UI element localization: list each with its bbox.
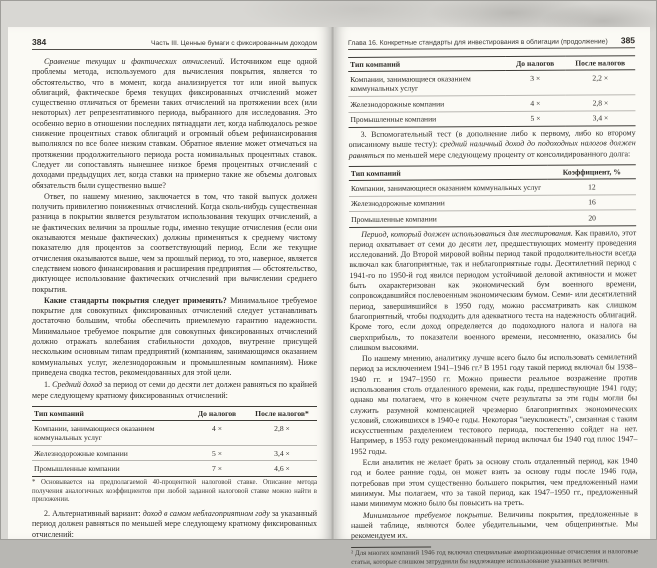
para-period-text: Как правило, этот период охватывает от семи до десяти лет, предшествующих моменту проведения исследований. До Второй мировой войны период такой продолжительности всегда включал как благоприятные, так и неблагоприятные годы. Десятилетний период с 1941-го по 1950-й год явился периодом устойчивой деловой активности и может быть охарактеризован как экономический бум военного времени, сопровождавшийся послевоенным экономическим бумом. Семи- или десятилетний период, завершившийся в 1950 году, можно рассматривать как слишком благоприятный, чтобы подходить для адекватного теста на надежность облигаций. Кроме того, если доход определяется до подоходного налога и налога на сверхприбыль, то показатели военного времени, несомненно, оказались бы слишком высокими. bbox=[349, 227, 637, 352]
table-body bbox=[349, 179, 636, 227]
para-period bbox=[349, 228, 637, 353]
col-pre-tax: До налогов bbox=[505, 56, 565, 71]
cell-coefficient: 12 bbox=[548, 179, 636, 195]
cell-company: Железнодорожные компании bbox=[348, 96, 505, 112]
cell-post-tax: 3,4 × bbox=[247, 446, 317, 461]
para-answer: Ответ, по нашему мнению, заключается в том, что такой выпуск должен получить привилегию пониженных отчислений. Когда сколь-нибудь существенная разница в покрытии является результатом использования текущих отчислений, а не фактических величин за прошлые годы, именно текущие отчисления (если они оказываются меньше фактических) должны применяться к среднему чистому показателю для процентов за соответствующий период. Если же текущие отчисления оказываются выше, чем за прошлый период, то это, наверное, является следствием нового финансирования и расширения предприятия — обстоятельство, диктующее использование фактических отчислений при вычислении среднего покрытия. bbox=[32, 191, 317, 294]
cell-post-tax: 2,8 × bbox=[247, 421, 317, 446]
para-standards bbox=[32, 296, 317, 378]
item2-text: за указанный период должен равняться по меньшей мере следующему кратному фиксированных отчислений: bbox=[32, 508, 317, 539]
page-number-left: 384 bbox=[32, 37, 47, 47]
para-standards-lead: Какие стандарты покрытия следует применять? bbox=[44, 295, 227, 305]
table-row bbox=[348, 110, 635, 127]
table-row bbox=[32, 421, 317, 446]
para-comparison-text: Источником еще одной проблемы метода, используемого для вычисления покрытия, является то обстоятельство, что в момент, когда анализируется тот или иной выпуск облигаций, фактическое бремя текущих фиксированных отчислений может существенно отличаться от бремени таких отчислений на протяжении всех (или некоторых) лет репрезентативного периода, выбранного для исследования. Это особенно верно в отношении последних пятнадцати лет, когда наблюдалось резкое снижение процентных ставок облигаций и огромный объем рефинансирования выполнялся по все более низким ставкам. Обратное явление может отмечаться на протяжении продолжительного периода роста номинальных процентных ставок. Следует ли сопоставлять нынешнее низкое бремя процентных отчислений с доходами предыдущих лет, когда ставки на примерно такие же объемы долговых обязательств были существенно выше? bbox=[32, 57, 318, 190]
para-min-coverage-text: Величины покрытия, предложенные в нашей таблице, являются более убедительными, чем общепринятые. Мы рекомендуем их. bbox=[350, 508, 639, 541]
table-row bbox=[349, 179, 636, 196]
page-right-content bbox=[348, 35, 638, 568]
para-recent: Если аналитик не желает брать за основу столь отдаленный период, как 1940 год и более ранние годы, он может взять за основу годы после 1946 года, потребовав при этом существенно большего покрытия, чем предложенный нами минимум. Мы полагаем, что за такой период, как 1947–1950 гг., предложенный нами минимум можно было бы повысить на треть. bbox=[350, 456, 638, 509]
item2-term: доход в самом неблагоприятном году bbox=[142, 508, 270, 518]
footnote-separator bbox=[351, 547, 431, 548]
item3-term: средний наличный доход до подоходных налогов должен равняться bbox=[348, 138, 636, 160]
table-row bbox=[32, 461, 317, 476]
list-item-2 bbox=[32, 509, 317, 540]
para-comparison-lead: Сравнение текущих и фактических отчислений. bbox=[44, 57, 225, 66]
cell-pre-tax: 7 × bbox=[187, 461, 247, 476]
cell-company: Компании, занимающиеся оказанием коммунальных услуг bbox=[349, 180, 548, 197]
cell-pre-tax: 4 × bbox=[187, 421, 247, 446]
avg-income-coverage-table bbox=[32, 406, 317, 477]
table-row bbox=[348, 95, 635, 112]
page-header-left bbox=[32, 37, 317, 50]
cell-post-tax: 3,4 × bbox=[565, 110, 635, 126]
cell-company: Промышленные компании bbox=[349, 210, 548, 227]
cell-pre-tax: 5 × bbox=[505, 111, 565, 127]
running-title-right: Глава 16. Конкретные стандарты для инвестирования в облигации (продолжение) bbox=[348, 38, 608, 47]
page-header-right bbox=[348, 35, 635, 50]
col-company-type: Тип компаний bbox=[349, 165, 548, 181]
table-body bbox=[32, 421, 317, 477]
para-opinion: По нашему мнению, аналитику лучше всего было бы использовать семилетний период за исключением 1941–1946 гг.² В 1951 году такой период включал бы 1938–1940 гг. и 1947–1950 гг. Можно привести реальное возражение против использования столь отдаленного времени, как годы, предшествующие 1941 году; однако мы полагаем, что в конечном счете результаты за эти годы могли бы служить разумной компенсацией чрезмерно благоприятных экономических условий, сложившихся в 1940-е годы. Некоторая "неуклюжесть", связанная с таким искусственным разделением тестового периода, постепенно сойдет на нет. Например, в 1953 году рекомендованный период включал бы 1940 год плюс 1947–1952 годы. bbox=[350, 352, 638, 456]
book-spread bbox=[8, 27, 650, 567]
para-min-coverage-lead: Минимальное требуемое покрытие. bbox=[362, 509, 494, 520]
table-row bbox=[349, 210, 636, 227]
para-standards-text: Минимальное требуемое покрытие для совокупных фиксированных отчислений следует устанавливать достаточно большим, чтобы обеспечить приемлемую гарантию надежности. Минимальное требуемое покрытие для совокупных фиксированных отчислений должно отражать колебания стабильности доходов, внутренне присущей нескольким основным типам предприятий (компаниям, занимающимся оказанием коммунальных услуг, железнодорожным и промышленным компаниям). Ниже приведена сводка тестов, рекомендованных для этой цели. bbox=[32, 295, 317, 377]
page-left bbox=[8, 27, 330, 539]
para-comparison bbox=[32, 57, 317, 191]
cell-company: Компании, занимающиеся оказанием коммунальных услуг bbox=[348, 71, 505, 97]
list-item-1 bbox=[32, 380, 317, 401]
item1-term: Средний доход bbox=[52, 380, 103, 390]
col-coefficient: Коэффициент, % bbox=[548, 165, 636, 180]
cell-coefficient: 16 bbox=[548, 194, 636, 210]
cell-coefficient: 20 bbox=[548, 210, 636, 226]
cell-post-tax: 2,2 × bbox=[565, 70, 635, 95]
cash-income-ratio-table bbox=[349, 164, 636, 227]
running-title-left: Часть III. Ценные бумаги с фиксированным доходом bbox=[150, 40, 317, 47]
cell-company: Промышленные компании bbox=[32, 461, 187, 476]
page-number-right: 385 bbox=[620, 35, 636, 46]
table-footnote: * Основывается на предполагаемой 40-процентной налоговой ставке. Описание метода получения аналогичных коэффициентов при любой заданной налоговой ставке можно найти в приложении. bbox=[32, 478, 317, 504]
item1-text: за период от семи до десяти лет должен равняться по крайней мере следующему кратному фиксированных отчислений: bbox=[32, 380, 317, 400]
col-company-type: Тип компаний bbox=[32, 406, 187, 420]
cell-company: Железнодорожные компании bbox=[349, 195, 548, 212]
col-post-tax: После налогов* bbox=[247, 406, 317, 420]
col-pre-tax: До налогов bbox=[187, 406, 247, 420]
table-row bbox=[349, 194, 636, 211]
item2-prefix: 2. Альтернативный вариант: bbox=[44, 508, 143, 518]
cell-company: Промышленные компании bbox=[348, 111, 505, 127]
cell-company: Железнодорожные компании bbox=[32, 446, 187, 461]
cell-post-tax: 2,8 × bbox=[565, 95, 635, 111]
item3-prefix: 3. Вспомогательный тест (в дополнение либо к первому, либо ко второму описанному выше тесту): bbox=[348, 128, 636, 150]
item3-text: по меньшей мере следующему проценту от консолидированного долга: bbox=[384, 148, 631, 160]
table-head bbox=[32, 406, 317, 420]
cell-pre-tax: 5 × bbox=[187, 446, 247, 461]
cell-company: Компании, занимающиеся оказанием коммунальных услуг bbox=[32, 421, 187, 446]
table-row bbox=[32, 446, 317, 461]
cell-pre-tax: 3 × bbox=[505, 71, 565, 96]
para-period-lead: Период, который должен использоваться для тестирования. bbox=[361, 228, 573, 239]
worst-year-coverage-table bbox=[348, 55, 635, 128]
footnote-2: ² Для многих компаний 1946 год включал специальные амортизационные отчисления и налоговые статьи, которые слишком затрудняли бы надлежащее использование указанных величин. bbox=[351, 548, 639, 567]
table-body bbox=[348, 70, 635, 127]
list-item-3 bbox=[349, 128, 636, 161]
cell-pre-tax: 4 × bbox=[505, 95, 565, 111]
col-post-tax: После налогов bbox=[565, 56, 635, 71]
page-right bbox=[335, 27, 650, 567]
table-row bbox=[348, 70, 635, 97]
col-company-type: Тип компаний bbox=[348, 57, 505, 72]
cell-post-tax: 4,6 × bbox=[247, 461, 317, 476]
table-header-row bbox=[32, 406, 317, 420]
para-min-coverage bbox=[351, 509, 638, 542]
item1-number: 1. bbox=[44, 380, 53, 390]
